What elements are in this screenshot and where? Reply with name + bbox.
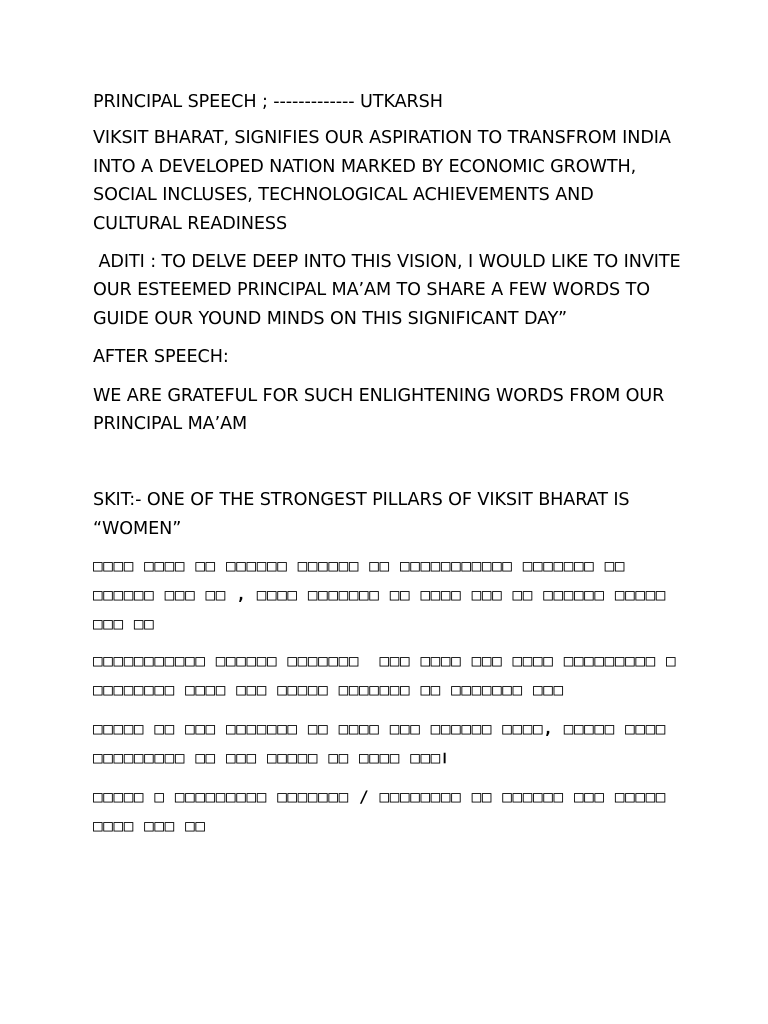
hindi-paragraph-2: □□□□□□□□□□□ □□□□□□ □□□□□□□ □□□ □□□□ □□□ □□□□ □□□□□□□□□ □ □□□□□□□□ □□□□ □□□ □□□□□ □□□□□□□ □□ □□□□□□□ □□□ [93, 651, 687, 700]
speech-heading: PRINCIPAL SPEECH ; ------------- UTKARSH [93, 92, 443, 112]
hindi-paragraph-4: □□□□□ □ □□□□□□□□□ □□□□□□□ / □□□□□□□□ □□ □□□□□□ □□□ □□□□□ □□□□ □□□ □□ [93, 787, 677, 836]
after-speech-label: AFTER SPEECH: [93, 347, 229, 368]
paragraph-viksit-bharat: VIKSIT BHARAT, SIGNIFIES OUR ASPIRATION TO TRANSFROM INDIA INTO A DEVELOPED NATION MARKED BY ECONOMIC GROWTH, SOCIAL INCLUSES, TECHNOLOGICAL ACHIEVEMENTS AND CULTURAL READINESS [93, 128, 677, 234]
hindi-paragraph-3: □□□□□ □□ □□□ □□□□□□□ □□ □□□□ □□□ □□□□□□ □□□□, □□□□□ □□□□ □□□□□□□□□ □□ □□□ □□□□□ □□ □□□□ □□□। [93, 719, 677, 768]
hindi-paragraph-1: □□□□ □□□□ □□ □□□□□□ □□□□□□ □□ □□□□□□□□□□□ □□□□□□□ □□ □□□□□□ □□□ □□ , □□□□ □□□□□□□ □□ □□□□ □□□ □□ □□□□□□ □□□□□ □□□ □□ [93, 556, 677, 634]
paragraph-aditi-invite: ADITI : TO DELVE DEEP INTO THIS VISION, I WOULD LIKE TO INVITE OUR ESTEEMED PRINCIPAL MA’AM TO SHARE A FEW WORDS TO GUIDE OUR YOUND MINDS ON THIS SIGNIFICANT DAY” [93, 252, 687, 329]
paragraph-gratitude: WE ARE GRATEFUL FOR SUCH ENLIGHTENING WORDS FROM OUR PRINCIPAL MA’AM [93, 385, 670, 435]
document-body [93, 88, 687, 840]
skit-heading: SKIT:- ONE OF THE STRONGEST PILLARS OF VIKSIT BHARAT IS “WOMEN” [93, 490, 636, 539]
